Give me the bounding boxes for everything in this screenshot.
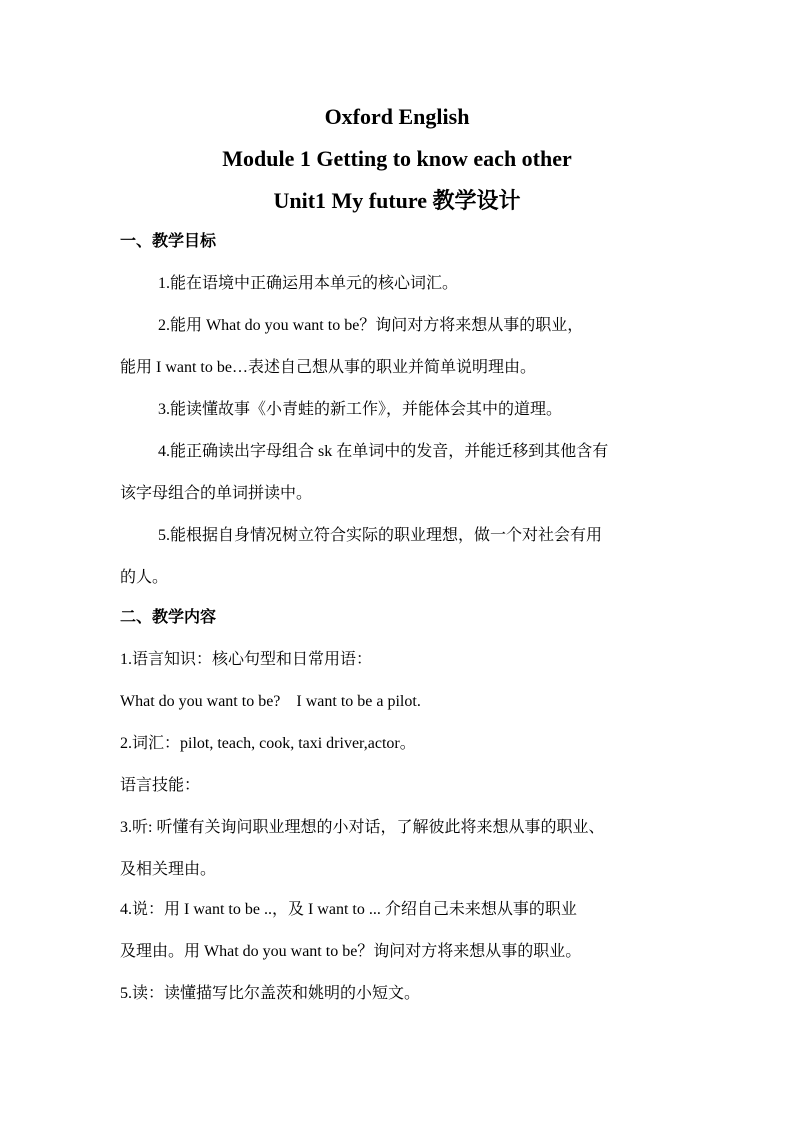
content-line: 2.词汇：pilot, teach, cook, taxi driver,actor。 — [120, 735, 416, 752]
objective-line: 3.能读懂故事《小青蛙的新工作》，并能体会其中的道理。 — [158, 401, 563, 418]
objective-line: 5.能根据自身情况树立符合实际的职业理想，做一个对社会有用 — [158, 527, 603, 544]
section-heading-objectives: 一、教学目标 — [120, 233, 217, 250]
content-line: 语言技能： — [120, 777, 201, 794]
content-line: What do you want to be? I want to be a pilot. — [120, 693, 421, 710]
content-line: 1.语言知识：核心句型和日常用语： — [120, 651, 373, 668]
unit-title: Unit1 My future 教学设计 — [273, 188, 521, 213]
content-line: 及相关理由。 — [120, 861, 217, 878]
section-heading-content: 二、教学内容 — [120, 609, 217, 626]
objective-line: 的人。 — [120, 569, 169, 586]
content-line: 3.听: 听懂有关询问职业理想的小对话，了解彼此将来想从事的职业、 — [120, 819, 605, 836]
objective-line: 2.能用 What do you want to be？询问对方将来想从事的职业， — [158, 317, 584, 334]
objective-line: 4.能正确读出字母组合 sk 在单词中的发音，并能迁移到其他含有 — [158, 443, 609, 460]
content-line: 及理由。用 What do you want to be？询问对方将来想从事的职业。 — [120, 943, 582, 960]
module-title: Module 1 Getting to know each other — [222, 146, 572, 171]
objective-line: 该字母组合的单词拼读中。 — [120, 485, 313, 502]
document-title: Oxford English — [324, 104, 470, 129]
content-line: 5.读：读懂描写比尔盖茨和姚明的小短文。 — [120, 985, 421, 1002]
objective-line: 能用 I want to be…表述自己想从事的职业并简单说明理由。 — [120, 359, 536, 376]
content-line: 4.说：用 I want to be ..，及 I want to ... 介绍自己未来想从事的职业 — [120, 901, 577, 918]
objective-line: 1.能在语境中正确运用本单元的核心词汇。 — [158, 275, 459, 292]
